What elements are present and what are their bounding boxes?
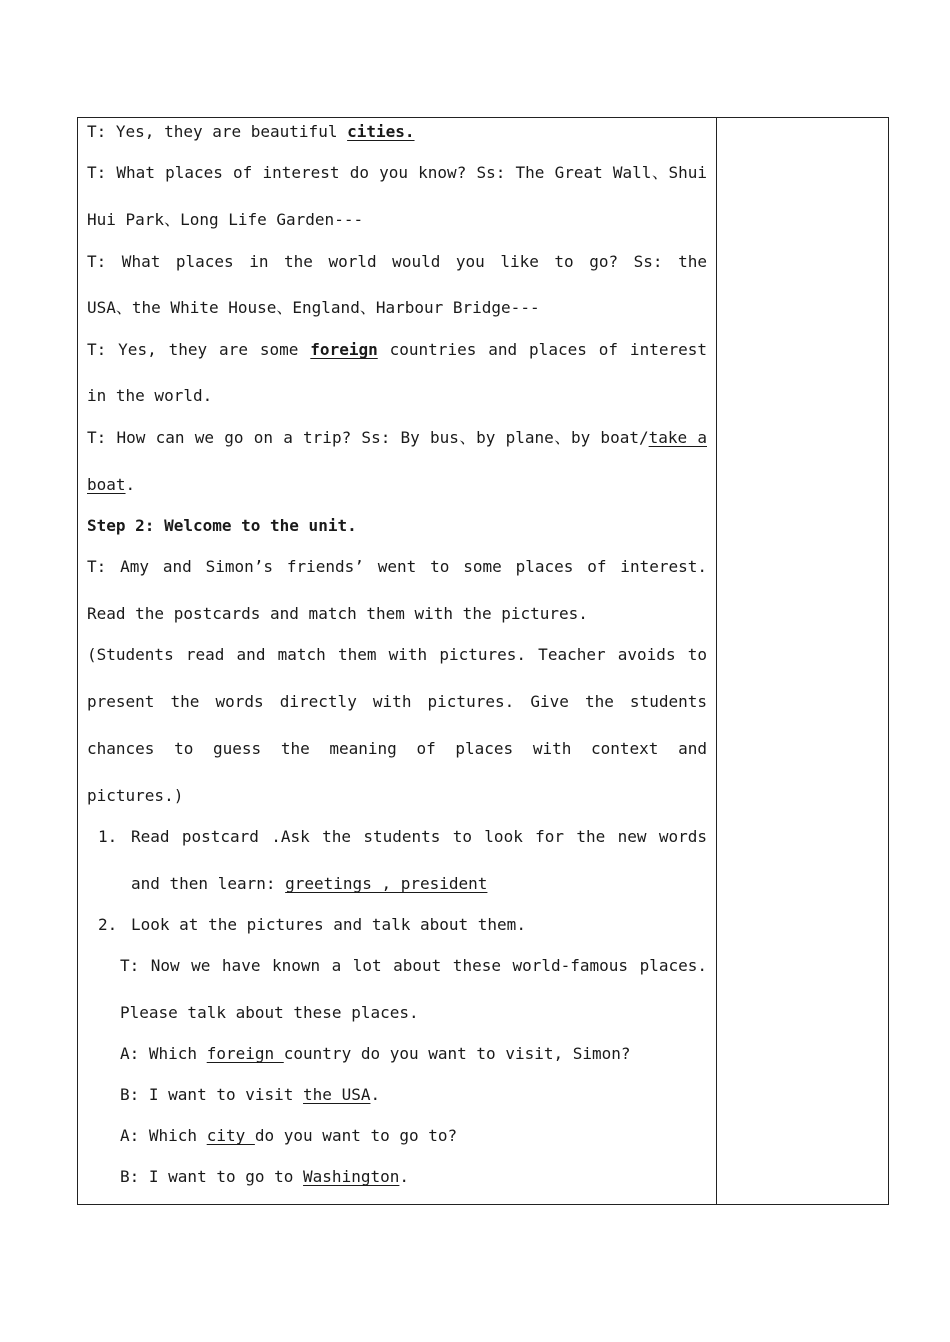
text-line: in the world.: [87, 386, 213, 405]
vocab-city: city: [206, 1126, 255, 1145]
text-line: T: What places in the world would you like to go? Ss: the: [87, 252, 707, 271]
text-line: T: Yes, they are beautiful cities.: [87, 122, 415, 141]
text-line: boat.: [87, 475, 136, 494]
list-item-text: Read postcard .Ask the students to look for the new words: [131, 827, 707, 846]
list-number: 2.: [98, 915, 118, 934]
dialogue-line: A: Which foreign country do you want to visit, Simon?: [120, 1044, 631, 1063]
column-divider: [716, 118, 717, 1204]
dialogue-line: B: I want to visit the USA.: [120, 1085, 381, 1104]
dialogue-line: B: I want to go to Washington.: [120, 1167, 409, 1186]
text-line: T: Amy and Simon’s friends’ went to some places of interest.: [87, 557, 707, 576]
lesson-table: [77, 117, 889, 1205]
vocab-the-usa: the USA: [303, 1085, 371, 1104]
list-item-text: Look at the pictures and talk about them.: [131, 915, 526, 934]
text-line: T: Yes, they are some foreign countries and places of interest: [87, 340, 707, 359]
text-line: chances to guess the meaning of places with context and: [87, 739, 707, 758]
list-item-text: and then learn: greetings , president: [131, 874, 488, 893]
vocab-boat: boat: [87, 475, 126, 494]
text-line: USA、the White House、England、Harbour Bridge---: [87, 298, 540, 317]
list-number: 1.: [98, 827, 118, 846]
vocab-greetings-president: greetings , president: [285, 874, 488, 893]
vocab-foreign-blank: foreign: [206, 1044, 284, 1063]
text-line: Please talk about these places.: [120, 1003, 419, 1022]
text-line: T: What places of interest do you know? Ss: The Great Wall、Shui: [87, 163, 707, 182]
vocab-washington: Washington: [303, 1167, 400, 1186]
vocab-foreign: foreign: [310, 340, 378, 359]
text-line: T: Now we have known a lot about these world-famous places.: [120, 956, 707, 975]
text-line: Hui Park、Long Life Garden---: [87, 210, 364, 229]
text-line: present the words directly with pictures. Give the students: [87, 692, 707, 711]
vocab-cities: cities.: [347, 122, 415, 141]
text-line: T: How can we go on a trip? Ss: By bus、by plane、by boat/take a: [87, 428, 707, 447]
text-line: Read the postcards and match them with the pictures.: [87, 604, 588, 623]
vocab-take-a-boat: take a: [648, 428, 707, 447]
step-heading: Step 2: Welcome to the unit.: [87, 516, 357, 535]
dialogue-line: A: Which city do you want to go to?: [120, 1126, 458, 1145]
text-line: (Students read and match them with pictures. Teacher avoids to: [87, 645, 707, 664]
text-line: pictures.): [87, 786, 184, 805]
